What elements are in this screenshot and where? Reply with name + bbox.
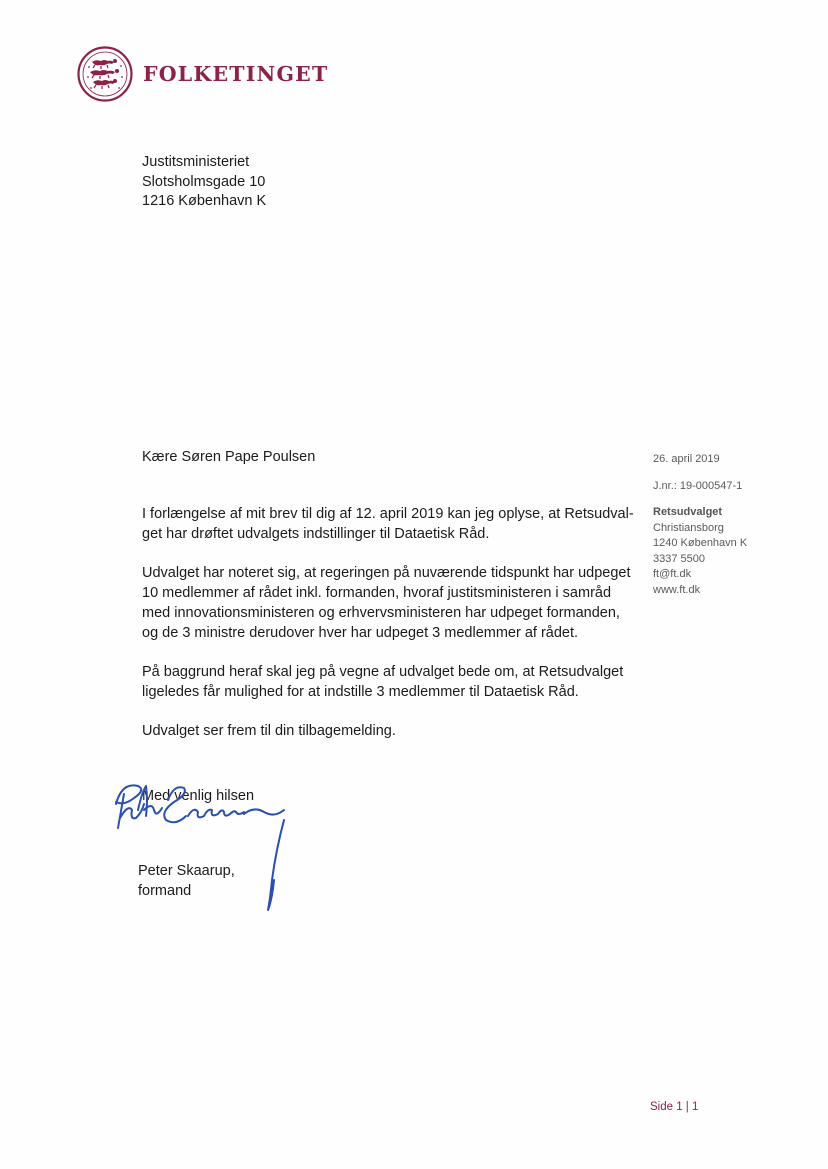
sender-website: www.ft.dk bbox=[653, 583, 701, 596]
closing-phrase: Med venlig hilsen bbox=[142, 788, 255, 804]
signer-name: Peter Skaarup, bbox=[138, 863, 235, 879]
letter-body bbox=[142, 504, 634, 760]
paragraph-line: På baggrund heraf skal jeg på vegne af udvalget bede om, at Retsudvalget bbox=[142, 664, 624, 680]
journal-number: J.nr.: 19-000547-1 bbox=[653, 479, 743, 492]
salutation: Kære Søren Pape Poulsen bbox=[142, 449, 316, 465]
paragraph-line: med innovationsministeren og erhvervsministeren har udpeget formanden, bbox=[142, 605, 620, 621]
letterhead-logo bbox=[77, 45, 328, 103]
paragraph-2 bbox=[142, 563, 631, 643]
sender-city: 1240 København K bbox=[653, 537, 748, 549]
danish-coat-of-arms-icon bbox=[77, 46, 133, 102]
recipient-address bbox=[142, 153, 266, 212]
committee-name: Retsudvalget bbox=[653, 506, 723, 518]
page-number: Side 1 | 1 bbox=[650, 1101, 699, 1113]
sender-info-sidebar bbox=[653, 452, 747, 598]
paragraph-line: I forlængelse af mit brev til dig af 12. april 2019 kan jeg oplyse, at Retsudval- bbox=[142, 506, 634, 522]
paragraph-4 bbox=[142, 721, 622, 741]
paragraph-line: ligeledes får mulighed for at indstille 3 medlemmer til Dataetisk Råd. bbox=[142, 684, 579, 700]
sender-email: ft@ft.dk bbox=[653, 568, 692, 580]
signer-block bbox=[138, 861, 235, 901]
recipient-city: 1216 København K bbox=[142, 193, 267, 209]
sender-phone: 3337 5500 bbox=[653, 552, 705, 565]
paragraph-line: get har drøftet udvalgets indstillinger til Dataetisk Råd. bbox=[142, 526, 490, 542]
paragraph-line: og de 3 ministre derudover hver har udpeget 3 medlemmer af rådet. bbox=[142, 625, 579, 641]
letter-date: 26. april 2019 bbox=[653, 453, 720, 465]
organization-name: FOLKETINGET bbox=[143, 62, 329, 86]
sender-building: Christiansborg bbox=[653, 521, 724, 534]
recipient-street: Slotsholmsgade 10 bbox=[142, 173, 266, 190]
paragraph-line: Udvalget ser frem til din tilbagemelding. bbox=[142, 723, 396, 739]
paragraph-3 bbox=[142, 662, 622, 702]
paragraph-line: 10 medlemmer af rådet inkl. formanden, hvoraf justitsministeren i samråd bbox=[142, 585, 612, 601]
signer-title: formand bbox=[138, 883, 192, 899]
paragraph-line: Udvalget har noteret sig, at regeringen på nuværende tidspunkt har udpeget bbox=[142, 565, 631, 581]
paragraph-1 bbox=[142, 504, 634, 544]
recipient-name: Justitsministeriet bbox=[142, 154, 250, 170]
